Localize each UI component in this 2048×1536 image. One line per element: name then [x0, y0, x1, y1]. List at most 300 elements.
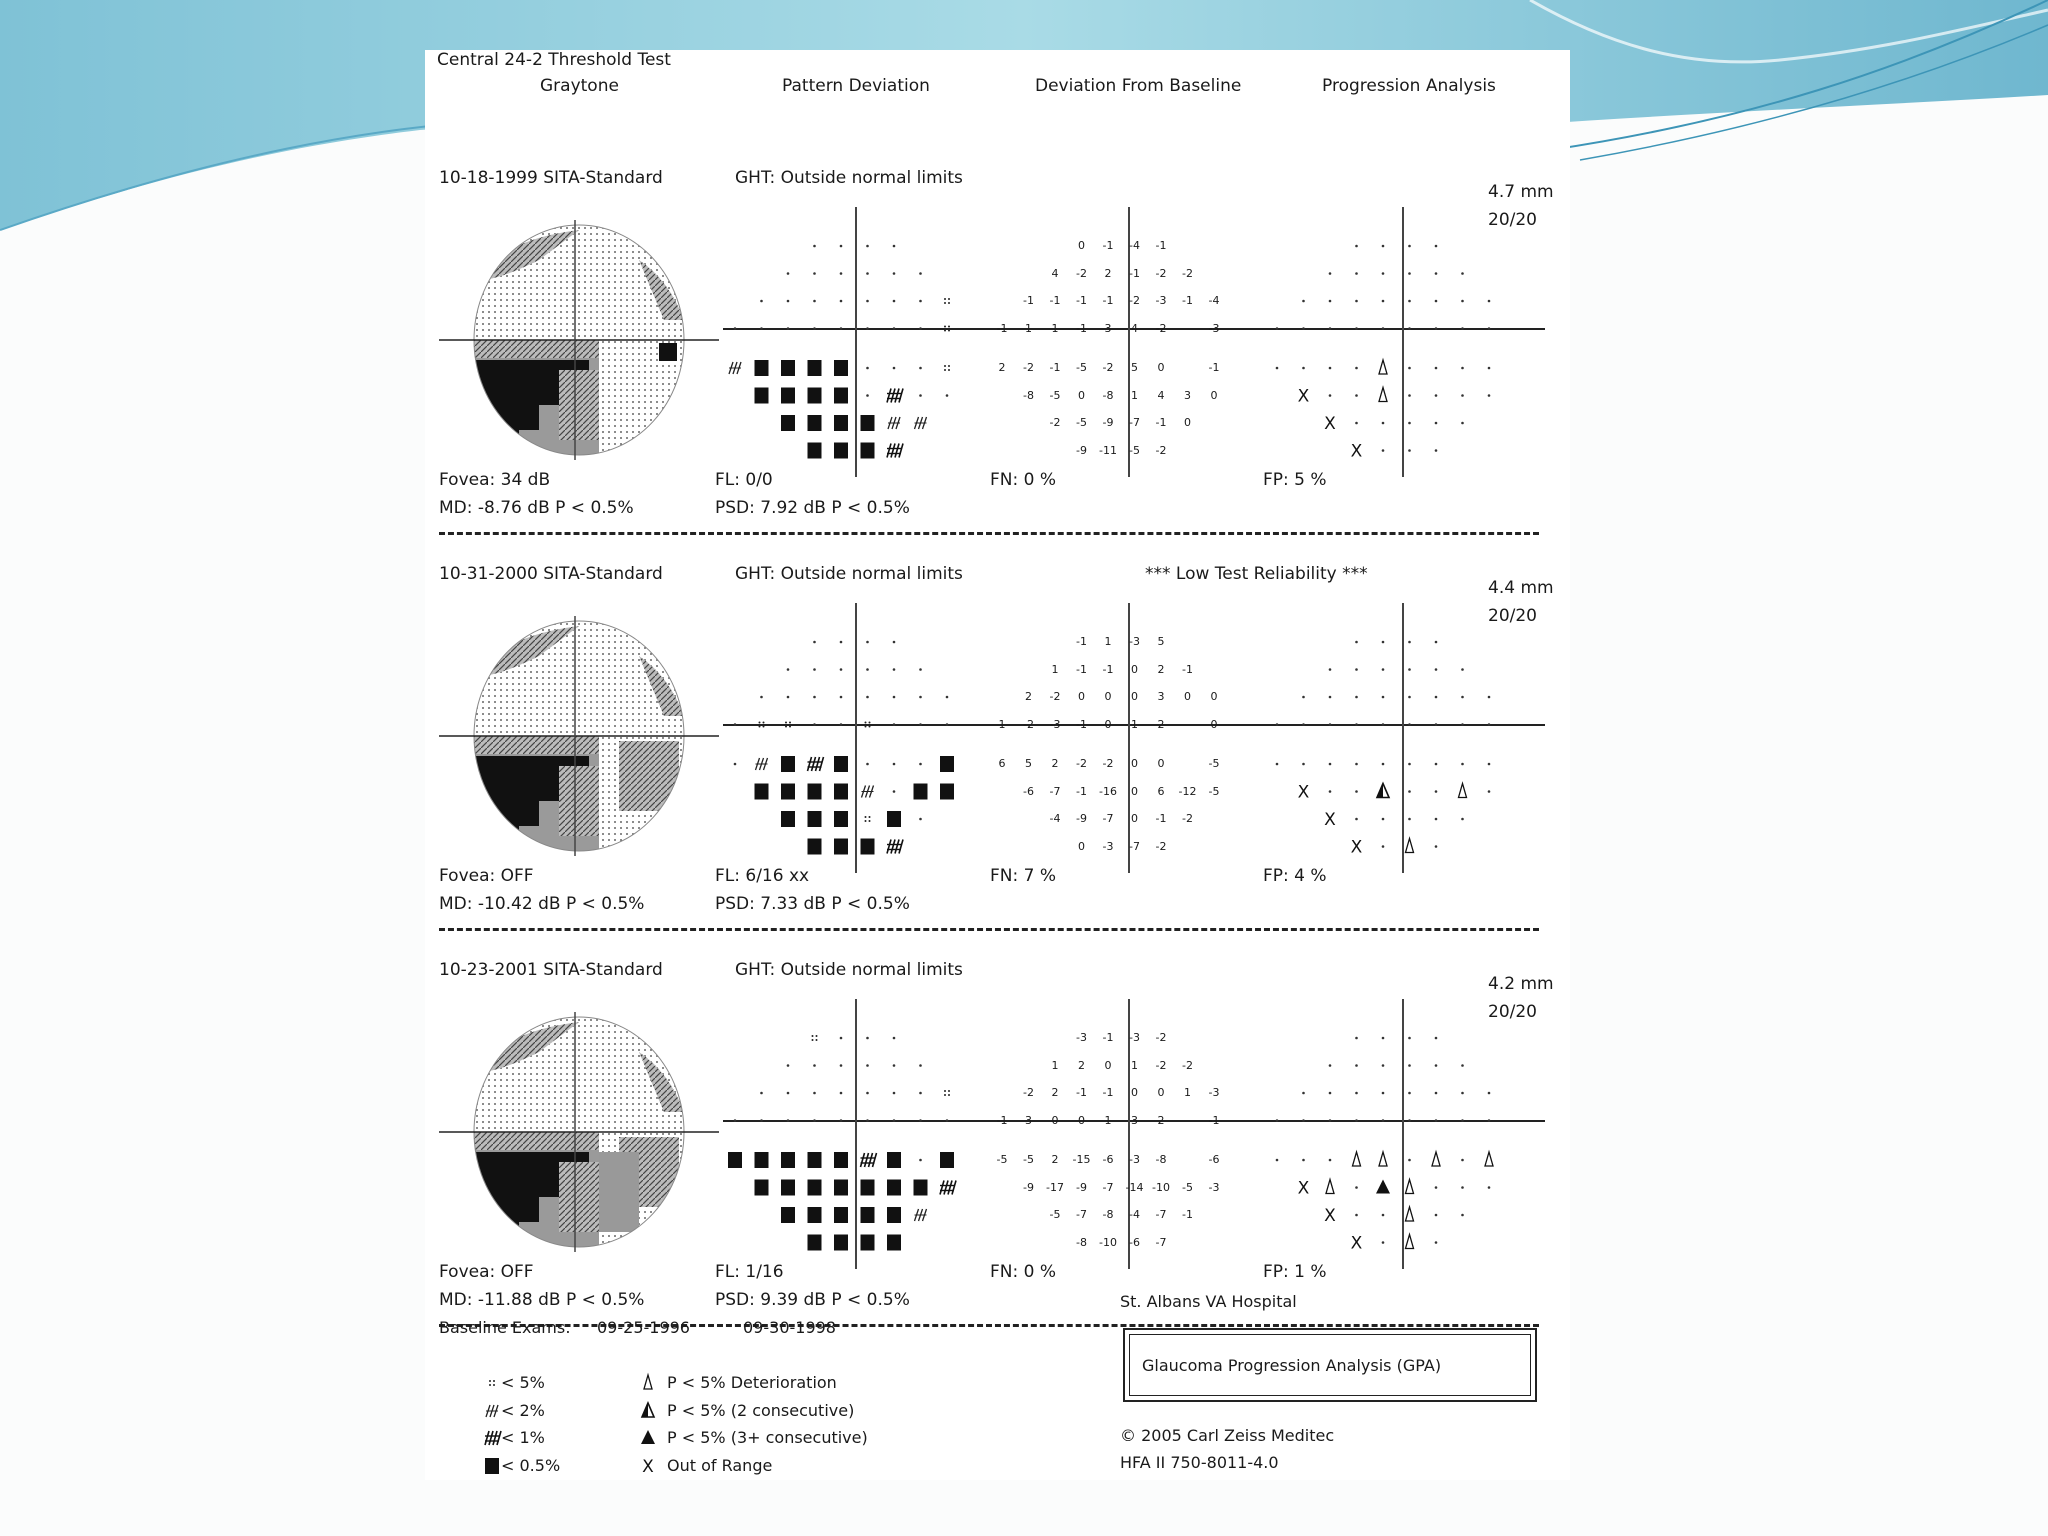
- progression-symbol: [1302, 1092, 1305, 1095]
- baseline-deviation-value: -2: [1102, 757, 1114, 770]
- progression-symbol: [1382, 845, 1385, 848]
- progression-symbol: [1485, 1152, 1493, 1166]
- progression-symbol: [1406, 839, 1414, 853]
- progression-symbol: [1355, 1186, 1358, 1189]
- progression-symbol: [1408, 1037, 1411, 1040]
- legend-symbol: [481, 1372, 503, 1394]
- baseline-deviation-value: -3: [1129, 1031, 1140, 1044]
- progression-symbol: [1355, 723, 1358, 726]
- progression-symbol: [1408, 245, 1411, 248]
- progression-symbol: [1329, 394, 1332, 397]
- progression-symbol: [1382, 668, 1385, 671]
- baseline-deviation-value: -2: [1155, 839, 1167, 853]
- progression-symbol: [1459, 784, 1467, 798]
- baseline-deviation-value: -3: [1102, 839, 1114, 853]
- legend-label: < 2%: [501, 1400, 545, 1420]
- progression-symbol: [1408, 790, 1411, 793]
- progression-symbol: [1435, 1214, 1438, 1217]
- progression-symbol: [1382, 272, 1385, 275]
- baseline-deviation-value: -2: [1182, 1058, 1193, 1072]
- progression-symbol: [1382, 763, 1385, 766]
- pupil-diameter: 4.7 mm: [1488, 182, 1554, 202]
- baseline-deviation-value: 0: [1210, 388, 1218, 402]
- baseline-deviation-value: -10: [1099, 1235, 1117, 1249]
- md-value: MD: -11.88 dB P < 0.5%: [439, 1290, 645, 1310]
- progression-symbol: [1408, 422, 1411, 425]
- false-positives: FP: 5 %: [1263, 470, 1327, 490]
- false-negatives: FN: 7 %: [990, 866, 1056, 886]
- baseline-deviation-value: 2: [1025, 690, 1032, 703]
- progression-symbol: [1382, 422, 1385, 425]
- exam-block: [425, 102, 1570, 518]
- progression-symbol: [1488, 327, 1491, 330]
- baseline-deviation-value: -2: [1049, 416, 1061, 429]
- progression-symbol: [1435, 394, 1438, 397]
- baseline-deviation-value: 2: [1104, 266, 1112, 280]
- baseline-deviation-value: -14: [1125, 1180, 1144, 1194]
- progression-symbol: [1435, 1119, 1438, 1122]
- baseline-deviation-value: -4: [1129, 239, 1140, 252]
- progression-symbol: [1276, 367, 1279, 370]
- progression-symbol: [1326, 1180, 1334, 1194]
- baseline-deviation-value: -5: [1049, 388, 1061, 402]
- baseline-deviation-value: 0: [1104, 1058, 1112, 1072]
- legend-symbol-p5: [489, 1380, 495, 1386]
- device-version: HFA II 750-8011-4.0: [1120, 1453, 1279, 1472]
- progression-symbol: [1461, 1186, 1464, 1189]
- progression-symbol: [1329, 300, 1332, 303]
- progression-symbol: [1461, 367, 1464, 370]
- false-negatives: FN: 0 %: [990, 1262, 1056, 1282]
- hospital-name: St. Albans VA Hospital: [1120, 1292, 1297, 1311]
- progression-symbol: [1461, 394, 1464, 397]
- false-positives: FP: 4 %: [1263, 866, 1327, 886]
- baseline-deviation-value: -1: [1102, 662, 1114, 676]
- progression-symbol: [1461, 818, 1464, 821]
- baseline-deviation-value: 2: [1157, 1113, 1165, 1127]
- baseline-deviation-value: -1: [1155, 812, 1167, 825]
- baseline-deviation-value: -1: [1102, 1031, 1114, 1044]
- baseline-deviation-value: 0: [1078, 388, 1085, 402]
- progression-symbol: [1461, 1159, 1464, 1162]
- progression-symbol: [1329, 696, 1332, 699]
- svg-text:X: X: [1350, 441, 1363, 462]
- progression-symbol: [1276, 1119, 1279, 1122]
- legend-symbol: [637, 1455, 659, 1477]
- baseline-deviation-value: -1: [1102, 239, 1114, 252]
- progression-symbol: [1382, 1119, 1385, 1122]
- baseline-deviation-value: -1: [1076, 321, 1087, 335]
- progression-symbol: [1276, 723, 1279, 726]
- legend-symbol-p2: [486, 1405, 498, 1417]
- svg-text:X: X: [1324, 810, 1336, 830]
- progression-analysis-plot: [425, 498, 1570, 894]
- baseline-deviation-value: -1: [1076, 1086, 1087, 1099]
- progression-symbol: [1435, 272, 1438, 275]
- progression-symbol: [1435, 1064, 1438, 1067]
- exam-date-strategy: 10-23-2001 SITA-Standard: [439, 960, 663, 980]
- baseline-deviation-value: -7: [1049, 784, 1061, 798]
- baseline-deviation-value: -1: [1076, 635, 1087, 648]
- baseline-deviation-value: 0: [1131, 662, 1138, 676]
- progression-symbol: [1435, 1186, 1438, 1189]
- baseline-deviation-value: -1: [1076, 662, 1087, 676]
- baseline-deviation-value: -3: [1049, 717, 1061, 731]
- progression-symbol: [1408, 1119, 1411, 1122]
- progression-symbol: [1302, 1159, 1305, 1162]
- progression-symbol: [1488, 1186, 1491, 1189]
- baseline-deviation-value: 4: [1051, 266, 1059, 280]
- baseline-deviation-value: -6: [1208, 1153, 1220, 1166]
- copyright: © 2005 Carl Zeiss Meditec: [1120, 1426, 1335, 1445]
- baseline-deviation-value: -7: [1129, 839, 1140, 853]
- progression-symbol: [1355, 641, 1358, 644]
- legend-symbol-t2: [642, 1403, 654, 1417]
- svg-text:X: X: [1324, 1206, 1336, 1226]
- svg-text:X: X: [1350, 837, 1363, 858]
- baseline-deviation-value: 5: [1157, 635, 1165, 648]
- legend-label: < 5%: [501, 1373, 545, 1392]
- baseline-deviation-value: 1: [1131, 1058, 1138, 1072]
- legend-symbol: [481, 1455, 503, 1477]
- baseline-deviation-value: -1: [1208, 1113, 1220, 1127]
- baseline-deviation-value: 0: [1131, 1086, 1138, 1099]
- baseline-deviation-value: -9: [1102, 416, 1114, 429]
- progression-symbol: [1355, 327, 1358, 330]
- baseline-deviation-value: 3: [1104, 321, 1112, 335]
- baseline-deviation-value: -3: [1208, 321, 1220, 335]
- baseline-deviation-value: -6: [1023, 784, 1034, 798]
- baseline-deviation-value: 0: [1131, 757, 1138, 770]
- progression-symbol: [1379, 1152, 1387, 1166]
- progression-symbol: [1302, 327, 1305, 330]
- progression-symbol: [1435, 723, 1438, 726]
- baseline-deviation-value: -9: [1076, 443, 1087, 457]
- progression-symbol: [1355, 818, 1358, 821]
- baseline-date-2: 09-30-1998: [743, 1318, 836, 1337]
- baseline-deviation-value: -1: [1155, 416, 1167, 429]
- progression-symbol: [1461, 723, 1464, 726]
- progression-symbol: [1329, 1092, 1332, 1095]
- progression-symbol: [1355, 790, 1358, 793]
- progression-symbol: [1382, 1064, 1385, 1067]
- exam-date-strategy: 10-31-2000 SITA-Standard: [439, 564, 663, 584]
- baseline-deviation-value: -7: [1102, 812, 1114, 825]
- baseline-deviation-value: -1: [1049, 361, 1061, 374]
- progression-symbol: [1406, 1235, 1414, 1249]
- baseline-deviation-value: -17: [1046, 1180, 1064, 1194]
- baseline-deviation-value: -11: [1099, 443, 1117, 457]
- progression-symbol: [1435, 1037, 1438, 1040]
- baseline-deviation-value: -3: [1155, 294, 1167, 307]
- baseline-deviation-value: -5: [1049, 1208, 1061, 1221]
- legend-label: P < 5% (3+ consecutive): [667, 1428, 868, 1447]
- baseline-deviation-value: -3: [1129, 635, 1140, 648]
- baseline-deviation-value: -1: [1102, 1086, 1114, 1099]
- progression-symbol: [1355, 272, 1358, 275]
- progression-symbol: [1329, 723, 1332, 726]
- baseline-deviation-value: 1: [1104, 635, 1112, 648]
- baseline-deviation-value: -7: [1155, 1235, 1167, 1249]
- progression-symbol: [1461, 327, 1464, 330]
- baseline-deviation-value: 3: [1157, 690, 1165, 703]
- baseline-deviation-value: -1: [1102, 294, 1114, 307]
- progression-symbol: [1351, 1234, 1363, 1254]
- progression-symbol: [1382, 1241, 1385, 1244]
- progression-symbol: [1329, 1064, 1332, 1067]
- progression-symbol: [1355, 1214, 1358, 1217]
- baseline-deviation-value: -5: [1208, 757, 1220, 770]
- baseline-deviation-value: -1: [996, 1113, 1008, 1127]
- baseline-deviation-value: -8: [1102, 388, 1114, 402]
- false-negatives: FN: 0 %: [990, 470, 1056, 490]
- progression-symbol: [1324, 810, 1336, 830]
- progression-symbol: [1329, 1159, 1332, 1162]
- baseline-deviation-value: -2: [1155, 443, 1167, 457]
- progression-symbol: [1302, 300, 1305, 303]
- progression-symbol: [1355, 300, 1358, 303]
- progression-symbol: [1298, 387, 1310, 407]
- progression-symbol: [1408, 723, 1411, 726]
- progression-symbol: [1329, 327, 1332, 330]
- legend-symbol: [637, 1400, 659, 1422]
- legend-symbol: [481, 1400, 503, 1422]
- progression-symbol: [1382, 1092, 1385, 1095]
- column-header-graytone: Graytone: [540, 76, 619, 96]
- baseline-deviation-value: 0: [1184, 416, 1191, 429]
- progression-symbol: [1382, 723, 1385, 726]
- progression-symbol: [1382, 1214, 1385, 1217]
- fovea-value: Fovea: OFF: [439, 866, 534, 886]
- test-title: Central 24-2 Threshold Test: [437, 50, 671, 70]
- fixation-losses: FL: 1/16: [715, 1262, 784, 1282]
- progression-symbol: [1408, 367, 1411, 370]
- baseline-deviation-value: 0: [1131, 812, 1138, 825]
- baseline-deviation-value: 1: [1051, 662, 1059, 676]
- progression-symbol: [1488, 696, 1491, 699]
- progression-symbol: [1351, 442, 1363, 462]
- baseline-deviation-value: 0: [1210, 690, 1218, 703]
- baseline-deviation-value: -2: [1102, 361, 1114, 374]
- svg-text:X: X: [1297, 386, 1310, 407]
- progression-symbol: [1355, 1037, 1358, 1040]
- baseline-deviation-value: -8: [1076, 1235, 1087, 1249]
- progression-symbol: [1329, 790, 1332, 793]
- progression-symbol: [1329, 1119, 1332, 1122]
- progression-symbol: [1488, 394, 1491, 397]
- gpa-report: [425, 50, 1570, 1480]
- baseline-deviation-value: -3: [1208, 1086, 1220, 1099]
- progression-symbol: [1461, 1214, 1464, 1217]
- legend-label: P < 5% (2 consecutive): [667, 1400, 855, 1420]
- baseline-deviation-value: -7: [1102, 1180, 1114, 1194]
- progression-symbol: [1324, 414, 1336, 434]
- baseline-deviation-value: -2: [1155, 1058, 1167, 1072]
- baseline-deviation-value: 0: [1078, 690, 1085, 703]
- psd-value: PSD: 9.39 dB P < 0.5%: [715, 1290, 910, 1310]
- progression-symbol: [1382, 327, 1385, 330]
- progression-symbol: [1435, 1241, 1438, 1244]
- progression-symbol: [1488, 1092, 1491, 1095]
- progression-symbol: [1355, 1119, 1358, 1122]
- progression-symbol: [1408, 668, 1411, 671]
- exam-block: [425, 498, 1570, 914]
- progression-symbol: [1408, 763, 1411, 766]
- svg-text:X: X: [642, 1456, 654, 1477]
- baseline-deviation-value: -2: [1023, 1086, 1034, 1099]
- legend-symbol-X: [642, 1457, 654, 1477]
- progression-symbol: [1329, 668, 1332, 671]
- baseline-deviation-value: 2: [1051, 1086, 1059, 1099]
- progression-symbol: [1355, 394, 1358, 397]
- gpa-title-box: [1123, 1328, 1537, 1402]
- progression-symbol: [1382, 641, 1385, 644]
- baseline-deviation-value: 0: [1051, 1113, 1059, 1127]
- baseline-deviation-value: 2: [1078, 1058, 1085, 1072]
- progression-symbol: [1355, 367, 1358, 370]
- progression-symbol: [1461, 272, 1464, 275]
- progression-symbol: [1382, 449, 1385, 452]
- progression-symbol: [1488, 790, 1491, 793]
- progression-symbol: [1435, 1092, 1438, 1095]
- column-header-deviation-from-baseline: Deviation From Baseline: [1035, 76, 1242, 96]
- baseline-deviation-value: -1: [1182, 662, 1193, 676]
- pupil-diameter: 4.4 mm: [1488, 578, 1554, 598]
- fixation-losses: FL: 6/16 xx: [715, 866, 810, 886]
- visual-acuity: 20/20: [1488, 606, 1537, 626]
- baseline-deviation-value: 1: [1051, 1058, 1059, 1072]
- progression-symbol: [1302, 1119, 1305, 1122]
- progression-symbol: [1408, 818, 1411, 821]
- progression-symbol: [1408, 696, 1411, 699]
- progression-symbol: [1355, 245, 1358, 248]
- legend-symbol-B: [485, 1458, 499, 1474]
- progression-symbol: [1488, 1119, 1491, 1122]
- md-value: MD: -8.76 dB P < 0.5%: [439, 498, 634, 518]
- baseline-deviation-value: -1: [996, 321, 1008, 335]
- baseline-deviation-value: -5: [1076, 361, 1087, 374]
- gpa-title: Glaucoma Progression Analysis (GPA): [1129, 1334, 1531, 1396]
- baseline-deviation-value: -6: [1129, 1235, 1140, 1249]
- baseline-deviation-value: 0: [1157, 1086, 1165, 1099]
- progression-symbol: [1435, 449, 1438, 452]
- baseline-deviation-value: 6: [998, 757, 1006, 770]
- progression-symbol: [1382, 818, 1385, 821]
- baseline-deviation-value: -2: [1023, 717, 1034, 731]
- baseline-deviation-value: 0: [1210, 717, 1218, 731]
- svg-text:X: X: [1297, 782, 1310, 803]
- baseline-deviation-value: -1: [1076, 294, 1087, 307]
- legend-label: < 1%: [501, 1428, 545, 1447]
- progression-symbol: [1461, 1064, 1464, 1067]
- md-value: MD: -10.42 dB P < 0.5%: [439, 894, 645, 914]
- baseline-deviation-value: 3: [1025, 1113, 1032, 1127]
- baseline-deviation-value: -3: [1076, 1031, 1087, 1044]
- legend-symbol-o: [644, 1375, 652, 1389]
- progression-symbol: [1376, 1180, 1390, 1194]
- false-positives: FP: 1 %: [1263, 1262, 1327, 1282]
- baseline-deviation-value: -1: [1049, 294, 1061, 307]
- progression-symbol: [1329, 367, 1332, 370]
- baseline-deviation-value: -2: [1155, 321, 1167, 335]
- reliability-warning: *** Low Test Reliability ***: [1145, 564, 1368, 584]
- progression-symbol: [1329, 763, 1332, 766]
- column-header-pattern-deviation: Pattern Deviation: [782, 76, 930, 96]
- psd-value: PSD: 7.33 dB P < 0.5%: [715, 894, 910, 914]
- baseline-deviation-value: -8: [1155, 1153, 1167, 1166]
- progression-symbol: [1353, 1152, 1361, 1166]
- progression-symbol: [1408, 394, 1411, 397]
- progression-symbol: [1298, 783, 1310, 803]
- baseline-deviation-value: -7: [1129, 416, 1140, 429]
- baseline-deviation-value: -15: [1072, 1153, 1091, 1166]
- baseline-deviation-value: 1: [998, 717, 1006, 731]
- baseline-deviation-value: 3: [1131, 1113, 1138, 1127]
- baseline-deviation-value: 0: [1184, 690, 1191, 703]
- baseline-deviation-value: -7: [1155, 1208, 1167, 1221]
- baseline-deviation-value: 0: [1131, 690, 1138, 703]
- progression-symbol: [1408, 300, 1411, 303]
- progression-symbol: [1406, 1180, 1414, 1194]
- baseline-deviation-value: -1: [1182, 294, 1193, 307]
- progression-symbol: [1461, 763, 1464, 766]
- progression-symbol: [1302, 696, 1305, 699]
- baseline-deviation-value: -9: [1023, 1180, 1034, 1194]
- progression-symbol: [1382, 245, 1385, 248]
- baseline-deviation-value: -1: [1155, 239, 1167, 252]
- baseline-deviation-value: 1: [1131, 388, 1138, 402]
- baseline-deviation-value: 0: [1078, 239, 1085, 252]
- progression-symbol: [1276, 763, 1279, 766]
- baseline-deviation-value: 0: [1157, 757, 1165, 770]
- progression-symbol: [1355, 668, 1358, 671]
- baseline-date-1: 09-25-1996: [597, 1318, 690, 1337]
- baseline-deviation-value: -12: [1178, 784, 1197, 798]
- baseline-deviation-value: -2: [1182, 812, 1193, 825]
- progression-symbol: [1276, 1159, 1279, 1162]
- progression-symbol: [1379, 388, 1387, 402]
- progression-analysis-plot: [425, 102, 1570, 498]
- progression-symbol: [1488, 763, 1491, 766]
- baseline-deviation-value: 5: [1131, 361, 1138, 374]
- progression-symbol: [1408, 327, 1411, 330]
- svg-text:X: X: [1324, 414, 1336, 434]
- progression-symbol: [1408, 272, 1411, 275]
- baseline-deviation-value: -5: [1182, 1180, 1193, 1194]
- baseline-deviation-value: -1: [1208, 361, 1220, 374]
- baseline-deviation-value: -2: [1129, 294, 1140, 307]
- column-header-progression-analysis: Progression Analysis: [1322, 76, 1496, 96]
- progression-symbol: [1432, 1152, 1440, 1166]
- progression-symbol: [1461, 1119, 1464, 1122]
- baseline-deviation-value: -5: [1023, 1153, 1034, 1166]
- baseline-deviation-value: 1: [1131, 717, 1138, 731]
- progression-symbol: [1355, 1064, 1358, 1067]
- baseline-deviation-value: -9: [1076, 1180, 1087, 1194]
- baseline-deviation-value: 2: [1051, 1153, 1059, 1166]
- progression-symbol: [1302, 367, 1305, 370]
- baseline-deviation-value: -7: [1076, 1208, 1087, 1221]
- baseline-deviation-value: 3: [1184, 388, 1191, 402]
- exam-date-strategy: 10-18-1999 SITA-Standard: [439, 168, 663, 188]
- progression-symbol: [1355, 1092, 1358, 1095]
- progression-symbol: [1488, 723, 1491, 726]
- fixation-losses: FL: 0/0: [715, 470, 773, 490]
- baseline-deviation-value: -3: [1129, 1153, 1140, 1166]
- progression-symbol: [1435, 845, 1438, 848]
- baseline-deviation-value: -5: [1129, 443, 1140, 457]
- baseline-deviation-value: -2: [1155, 1031, 1167, 1044]
